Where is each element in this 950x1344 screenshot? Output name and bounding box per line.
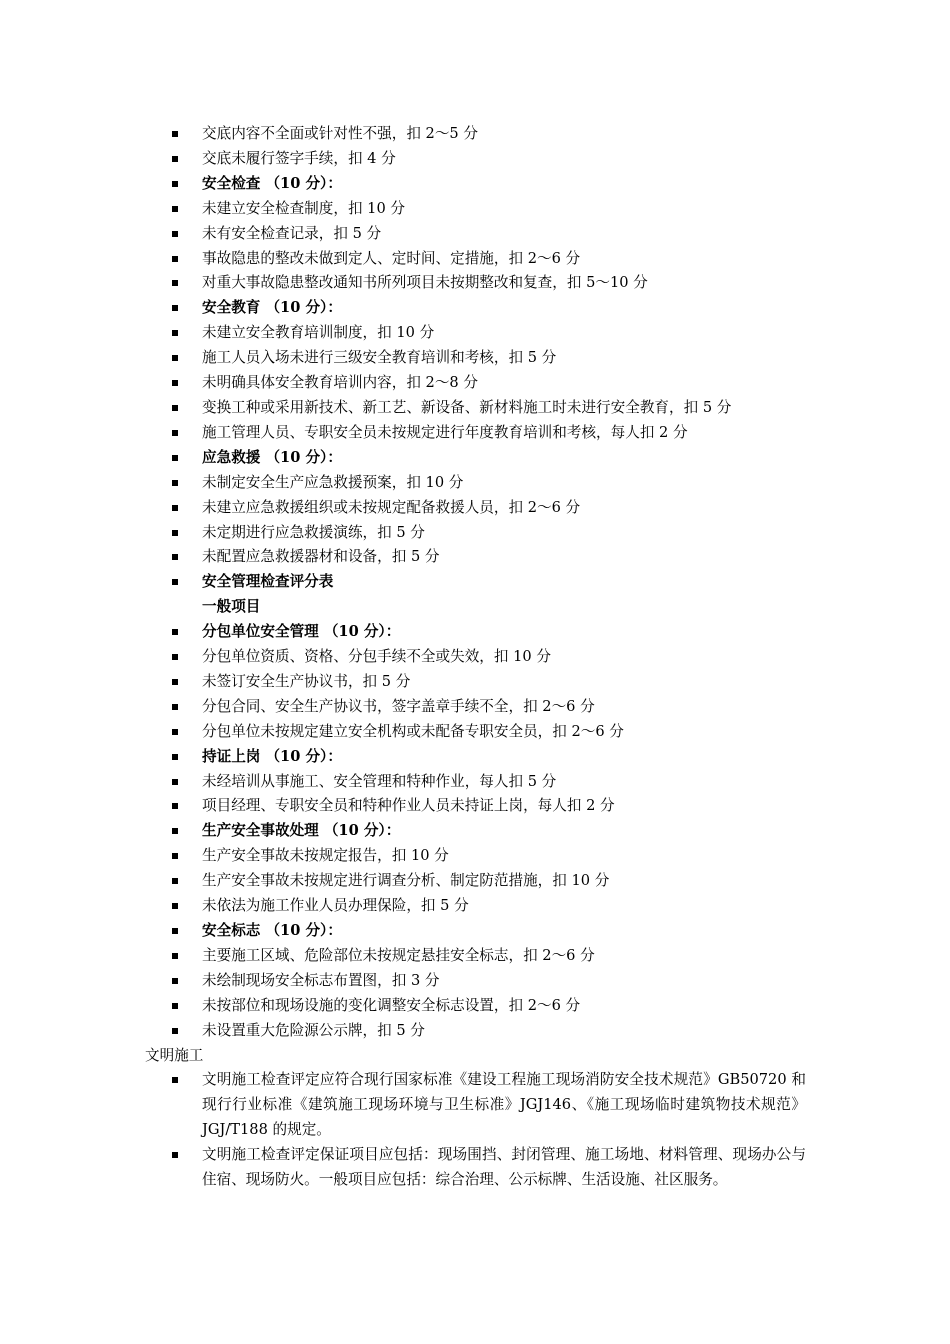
square-bullet-icon [172,231,178,237]
list-item-text: 未经培训从事施工、安全管理和特种作业，每人扣 5 分 [202,772,557,790]
square-bullet-icon [172,754,178,760]
section-heading: 文明施工 [145,1046,204,1064]
square-bullet-icon [172,505,178,511]
list-item-text: 一般项目 [202,598,261,616]
square-bullet-icon [172,380,178,386]
section-paragraph [0,1143,806,1193]
list-heading-item [0,620,950,645]
list-item-text: 对重大事故隐患整改通知书所列项目未按期整改和复查，扣 5～10 分 [202,274,648,292]
list-item [0,869,950,894]
list-item [0,794,950,819]
square-bullet-icon [172,1077,178,1083]
list-item-text: 未绘制现场安全标志布置图，扣 3 分 [202,971,440,989]
list-heading-item [0,595,950,620]
paragraph-text: 文明施工检查评定应符合现行国家标准《建设工程施工现场消防安全技术规范》GB50720 和现行行业标准《建筑施工现场环境与卫生标准》JGJ146、《施工现场临时建筑物技术规范》JGJ/T188 的规定。 [202,1071,806,1139]
square-bullet-icon [172,181,178,187]
list-item-text: 主要施工区域、危险部位未按规定悬挂安全标志，扣 2～6 分 [202,946,595,964]
list-heading-item [0,745,950,770]
square-bullet-icon [172,704,178,710]
list-item-text: 分包单位资质、资格、分包手续不全或失效，扣 10 分 [202,648,551,666]
list-item [0,396,950,421]
section-paragraph [0,1068,806,1143]
section-paragraph-list [0,1068,950,1193]
list-item [0,695,950,720]
square-bullet-icon [172,330,178,336]
list-item-text: 未建立应急救援组织或未按规定配备救援人员，扣 2～6 分 [202,498,581,516]
list-item-text: 安全教育 （10 分）： [202,299,342,317]
list-item [0,421,950,446]
square-bullet-icon [172,305,178,311]
list-item [0,994,950,1019]
square-bullet-icon [172,779,178,785]
list-heading-item [0,919,950,944]
square-bullet-icon [172,853,178,859]
list-item-text: 安全管理检查评分表 [202,573,334,591]
square-bullet-icon [172,953,178,959]
list-item [0,471,950,496]
list-heading-item [0,296,950,321]
list-item-text: 生产安全事故未按规定进行调查分析、制定防范措施，扣 10 分 [202,872,610,890]
list-item-text: 持证上岗 （10 分）： [202,747,342,765]
list-item [0,645,950,670]
square-bullet-icon [172,455,178,461]
list-item [0,545,950,570]
list-item [0,247,950,272]
square-bullet-icon [172,928,178,934]
list-item [0,969,950,994]
list-item [0,147,950,172]
list-item-text: 施工人员入场未进行三级安全教育培训和考核，扣 5 分 [202,349,557,367]
list-item-text: 未明确具体安全教育培训内容，扣 2～8 分 [202,374,478,392]
square-bullet-icon [172,679,178,685]
list-item [0,1019,950,1044]
list-item [0,670,950,695]
list-item [0,770,950,795]
document-page [0,122,950,1193]
square-bullet-icon [172,480,178,486]
square-bullet-icon [172,530,178,536]
list-item-text: 生产安全事故处理 （10 分）： [202,822,401,840]
list-item [0,521,950,546]
list-item-text: 安全检查 （10 分）： [202,174,342,192]
list-item-text: 应急救援 （10 分）： [202,448,342,466]
square-bullet-icon [172,280,178,286]
square-bullet-icon [172,554,178,560]
paragraph-text: 文明施工检查评定保证项目应包括：现场围挡、封闭管理、施工场地、材料管理、现场办公与住宿、现场防火。一般项目应包括：综合治理、公示标牌、生活设施、社区服务。 [202,1146,806,1189]
list-heading-item [0,819,950,844]
square-bullet-icon [172,878,178,884]
square-bullet-icon [172,156,178,162]
list-item [0,222,950,247]
square-bullet-icon [172,430,178,436]
list-item-text: 项目经理、专职安全员和特种作业人员未持证上岗，每人扣 2 分 [202,797,615,815]
list-heading-item [0,172,950,197]
list-item-text: 分包单位安全管理 （10 分）： [202,623,401,641]
list-item [0,321,950,346]
list-item-text: 未依法为施工作业人员办理保险，扣 5 分 [202,897,469,915]
list-item-text: 交底未履行签字手续，扣 4 分 [202,149,396,167]
scoring-item-list [0,122,950,1044]
square-bullet-icon [172,405,178,411]
list-item [0,844,950,869]
list-item [0,122,950,147]
list-item-text: 未建立安全检查制度，扣 10 分 [202,199,405,217]
list-item-text: 未签订安全生产协议书，扣 5 分 [202,672,411,690]
list-item-text: 未制定安全生产应急救援预案，扣 10 分 [202,473,464,491]
list-item-text: 未有安全检查记录，扣 5 分 [202,224,382,242]
list-item-text: 未配置应急救援器材和设备，扣 5 分 [202,548,440,566]
square-bullet-icon [172,256,178,262]
list-item [0,720,950,745]
square-bullet-icon [172,355,178,361]
list-item-text: 未定期进行应急救援演练，扣 5 分 [202,523,425,541]
square-bullet-icon [172,1152,178,1158]
list-item [0,944,950,969]
list-item-text: 施工管理人员、专职安全员未按规定进行年度教育培训和考核，每人扣 2 分 [202,423,688,441]
list-item-text: 变换工种或采用新技术、新工艺、新设备、新材料施工时未进行安全教育，扣 5 分 [202,398,732,416]
list-item-text: 未设置重大危险源公示牌，扣 5 分 [202,1021,425,1039]
square-bullet-icon [172,903,178,909]
list-item [0,894,950,919]
list-item-text: 分包单位未按规定建立安全机构或未配备专职安全员，扣 2～6 分 [202,722,624,740]
square-bullet-icon [172,579,178,585]
square-bullet-icon [172,629,178,635]
list-item [0,271,950,296]
list-item [0,197,950,222]
list-item-text: 分包合同、安全生产协议书，签字盖章手续不全，扣 2～6 分 [202,697,595,715]
list-item-text: 事故隐患的整改未做到定人、定时间、定措施，扣 2～6 分 [202,249,581,267]
square-bullet-icon [172,1003,178,1009]
list-heading-item [0,570,950,595]
list-item-text: 交底内容不全面或针对性不强，扣 2～5 分 [202,125,478,142]
list-item [0,346,950,371]
square-bullet-icon [172,803,178,809]
list-item-text: 未建立安全教育培训制度，扣 10 分 [202,324,435,342]
list-item [0,371,950,396]
square-bullet-icon [172,206,178,212]
square-bullet-icon [172,131,178,137]
list-item-text: 未按部位和现场设施的变化调整安全标志设置，扣 2～6 分 [202,996,581,1014]
list-item-text: 安全标志 （10 分）： [202,922,342,939]
square-bullet-icon [172,729,178,735]
list-item [0,496,950,521]
square-bullet-icon [172,654,178,660]
list-heading-item [0,446,950,471]
square-bullet-icon [172,978,178,984]
square-bullet-icon [172,1028,178,1034]
square-bullet-icon [172,828,178,834]
list-item-text: 生产安全事故未按规定报告，扣 10 分 [202,847,449,865]
